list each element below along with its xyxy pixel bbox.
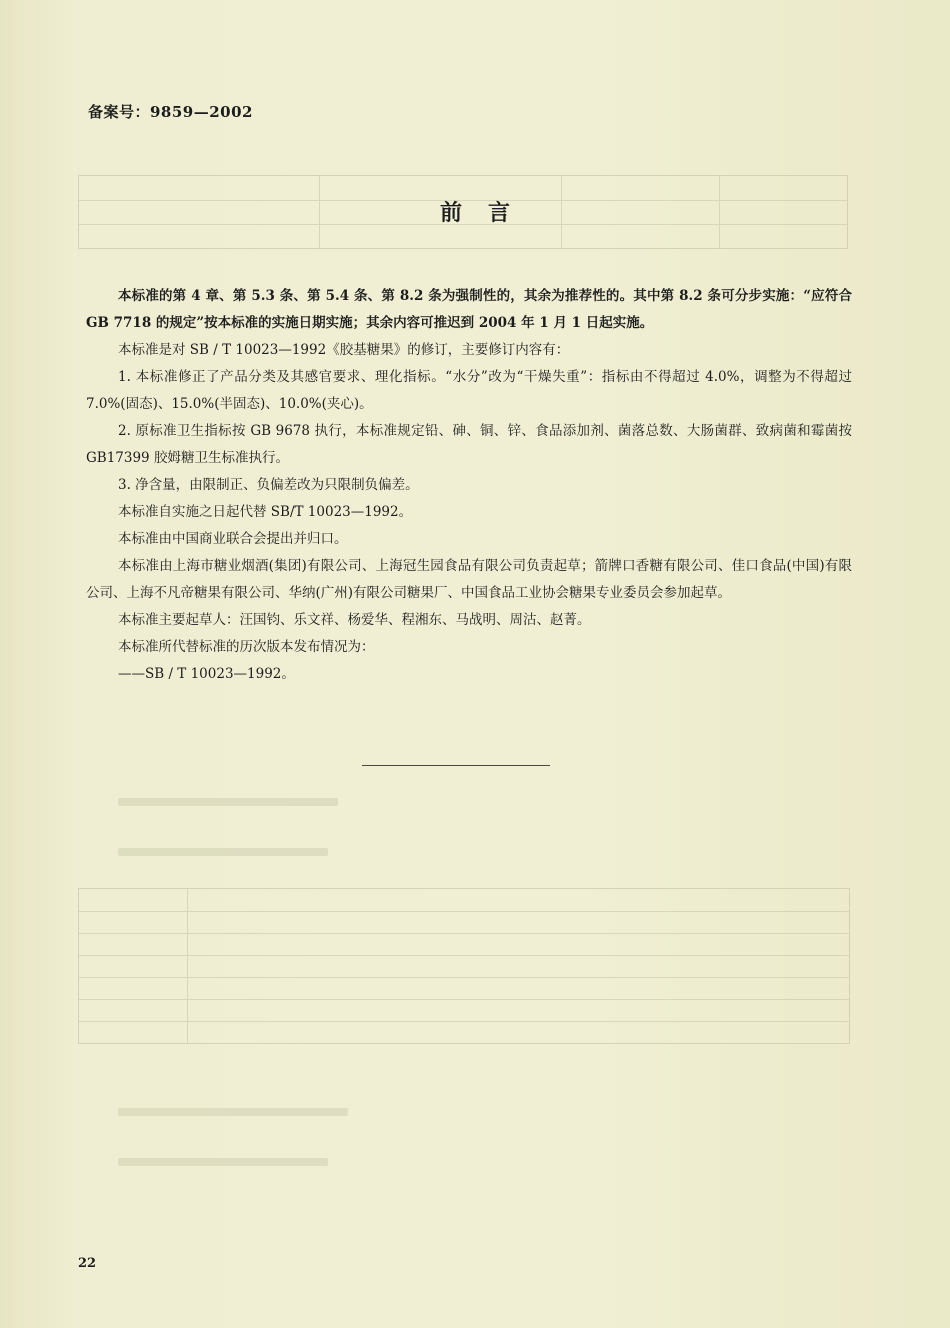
paragraph-history-item: ——SB / T 10023—1992。 xyxy=(118,666,295,682)
paragraph-history-intro: 本标准所代替标准的历次版本发布情况为： xyxy=(118,639,375,655)
paragraph-revision-intro: 本标准是对 SB / T 10023—1992《胶基糖果》的修订，主要修订内容有： xyxy=(118,342,570,358)
paragraph-proposer: 本标准由中国商业联合会提出并归口。 xyxy=(118,531,348,547)
bleed-through-line xyxy=(118,848,328,856)
bleed-through-table-bottom xyxy=(78,888,850,1044)
paragraph-mandatory-clauses: 本标准的第 4 章、第 5.3 条、第 5.4 条、第 8.2 条为强制性的，其余为推荐性的。其中第 8.2 条可分步实施：“应符合 GB 7718 的规定”按本标准的实施日期实施；其余内容可推迟到 2004 年 1 月 1 日起实施。 xyxy=(86,288,852,331)
bleed-through-line xyxy=(118,1108,348,1116)
paragraph-drafters: 本标准主要起草人：汪国钧、乐文祥、杨爱华、程湘东、马战明、周沽、赵菁。 xyxy=(118,612,591,628)
end-rule xyxy=(362,765,550,766)
filing-number: 备案号：9859—2002 xyxy=(88,103,253,121)
paragraph-revision-item-1: 1. 本标准修正了产品分类及其感官要求、理化指标。“水分”改为“干燥失重”：指标由不得超过 4.0%，调整为不得超过 7.0%(固态)、15.0%(半固态)、10.0%(夹心)。 xyxy=(86,369,852,412)
paragraph-replaces: 本标准自实施之日起代替 SB/T 10023—1992。 xyxy=(118,504,413,520)
paragraph-revision-item-3: 3. 净含量，由限制正、负偏差改为只限制负偏差。 xyxy=(118,477,419,493)
paragraph-revision-item-2: 2. 原标准卫生指标按 GB 9678 执行，本标准规定铅、砷、铜、锌、食品添加剂、菌落总数、大肠菌群、致病菌和霉菌按 GB17399 胶姆糖卫生标准执行。 xyxy=(86,423,852,466)
foreword-body xyxy=(86,283,852,688)
bleed-through-line xyxy=(118,1158,328,1166)
section-title: 前言 xyxy=(439,201,536,226)
paragraph-drafting-organizations: 本标准由上海市糖业烟酒(集团)有限公司、上海冠生园食品有限公司负责起草；箭牌口香糖有限公司、佳口食品(中国)有限公司、上海不凡帝糖果有限公司、华纳(广州)有限公司糖果厂、中国食品工业协会糖果专业委员会参加起草。 xyxy=(86,558,852,601)
page-number: 22 xyxy=(78,1256,97,1271)
bleed-through-line xyxy=(118,798,338,806)
